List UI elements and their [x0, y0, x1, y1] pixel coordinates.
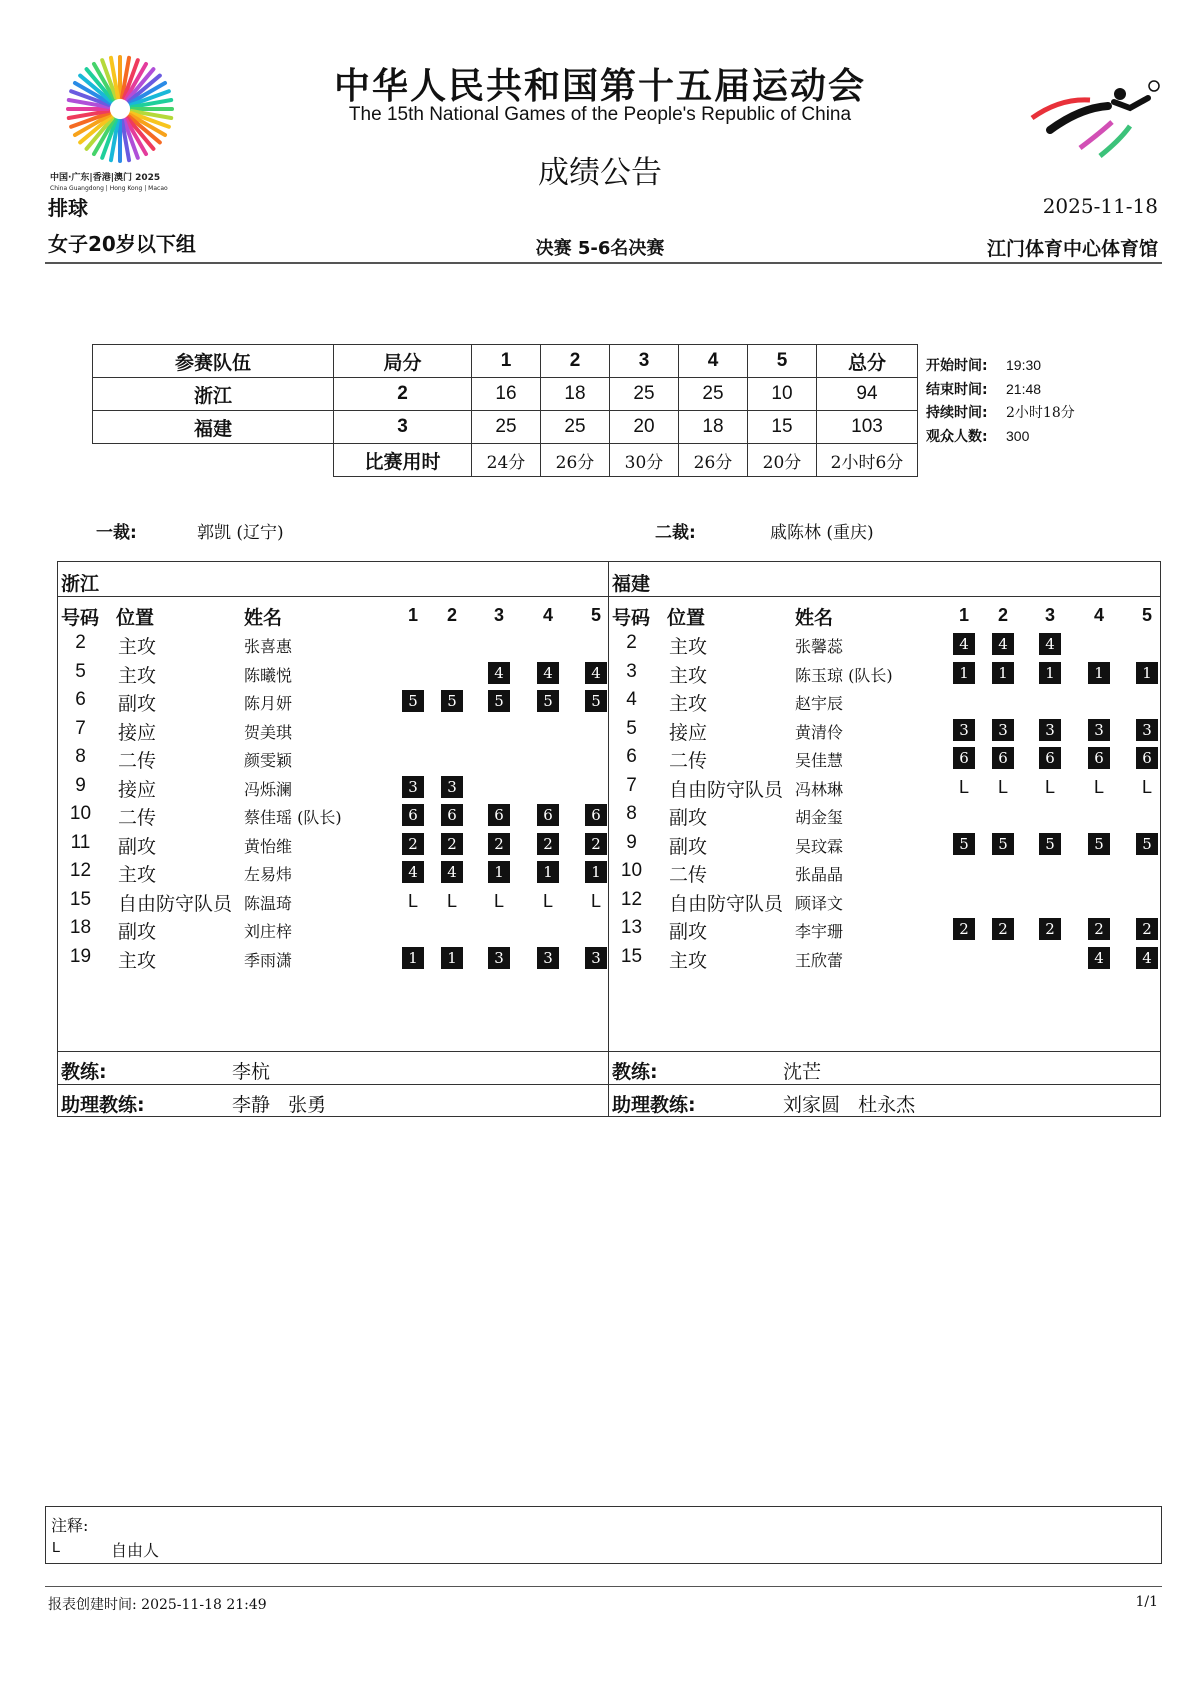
player-number: 9: [626, 831, 637, 853]
team-header: 参赛队伍: [93, 345, 334, 378]
libero-mark: L: [493, 890, 504, 911]
starting-position: 3: [1136, 719, 1158, 741]
starting-position: 4: [585, 662, 607, 684]
page-number: 1/1: [1135, 1594, 1158, 1610]
starting-position: 2: [1088, 918, 1110, 940]
player-position: 副攻: [669, 921, 708, 943]
divider: [609, 596, 1160, 597]
assistant-coach-row: [609, 1084, 1160, 1118]
player-name: 陈月妍: [244, 694, 293, 713]
player-number: 15: [69, 888, 92, 910]
player-row: [609, 629, 1160, 657]
starting-position: 3: [585, 947, 607, 969]
player-number: 8: [626, 803, 637, 824]
starting-position: 6: [953, 747, 975, 769]
player-position: 二传: [669, 864, 708, 886]
duration-label: 持续时间:: [926, 405, 988, 421]
player-position: 自由防守队员: [118, 892, 233, 915]
starting-position: 2: [441, 833, 463, 855]
player-name: 胡金玺: [795, 808, 844, 827]
set-column-header: 4: [542, 605, 553, 625]
assistant-coach-names: 李静 张勇: [232, 1094, 327, 1116]
player-position: 二传: [669, 750, 708, 772]
team-roster: [609, 561, 1161, 1117]
starting-position: 6: [1039, 747, 1061, 769]
player-row: [609, 914, 1160, 942]
player-name: 贺美琪: [244, 722, 293, 742]
player-name: 张馨蕊: [795, 637, 844, 656]
end-time: 21:48: [1006, 381, 1042, 397]
first-referee-label: 一裁:: [96, 523, 137, 543]
player-position: 二传: [118, 807, 157, 829]
player-name: 顾译文: [795, 893, 844, 913]
coach-name: 沈芒: [783, 1061, 822, 1083]
starting-position: 5: [488, 690, 510, 712]
player-name: 王欣蕾: [795, 950, 844, 970]
player-name: 陈玉琼 (队长): [795, 665, 893, 685]
libero-mark: L: [958, 776, 969, 797]
starting-position: 2: [537, 833, 559, 855]
player-position: 二传: [118, 750, 157, 772]
score-row: [93, 378, 918, 411]
set-header: 2: [541, 345, 610, 378]
player-position: 主攻: [669, 949, 708, 972]
set-duration: 26分: [679, 444, 748, 477]
set-header: 5: [748, 345, 817, 378]
starting-position: 3: [1039, 719, 1061, 741]
starting-position: 6: [1088, 747, 1110, 769]
number-header: 号码: [61, 607, 100, 629]
event-category: 女子20岁以下组: [48, 232, 196, 256]
starting-position: 1: [488, 861, 510, 883]
player-number: 12: [620, 888, 643, 910]
player-row: [609, 686, 1160, 714]
coach-name: 李杭: [232, 1061, 271, 1083]
player-position: 主攻: [669, 664, 708, 687]
player-row: [58, 629, 608, 657]
starting-position: 5: [537, 690, 559, 712]
player-row: [609, 829, 1160, 857]
starting-position: 6: [441, 804, 463, 826]
starting-position: 1: [1136, 662, 1158, 684]
player-row: [58, 943, 608, 971]
libero-mark: L: [1044, 776, 1055, 797]
player-position: 主攻: [118, 664, 157, 687]
coach-row: [609, 1051, 1160, 1085]
starting-position: 1: [992, 662, 1014, 684]
starting-position: 3: [992, 719, 1014, 741]
starting-position: 1: [1039, 662, 1061, 684]
total-score: 94: [817, 378, 918, 411]
notes-box: [45, 1506, 1162, 1564]
starting-position: 2: [585, 833, 607, 855]
starting-position: 4: [441, 861, 463, 883]
set-score: 20: [610, 411, 679, 444]
player-row: [609, 800, 1160, 828]
player-number: 19: [69, 945, 92, 967]
notes-title: 注释:: [51, 1516, 89, 1535]
libero-mark: L: [446, 890, 457, 911]
player-number: 5: [626, 717, 637, 739]
player-number: 11: [70, 831, 91, 853]
player-number: 9: [75, 774, 86, 796]
player-number: 6: [626, 746, 637, 767]
set-score: 25: [472, 411, 541, 444]
divider: [58, 596, 608, 597]
team-name: 浙江: [93, 378, 334, 411]
player-number: 10: [69, 803, 92, 824]
player-number: 10: [620, 860, 643, 881]
player-row: [609, 886, 1160, 914]
starting-position: 6: [537, 804, 559, 826]
number-header: 号码: [612, 607, 651, 629]
player-row: [58, 658, 608, 686]
player-position: 副攻: [118, 835, 157, 858]
player-number: 8: [75, 746, 86, 767]
starting-position: 3: [537, 947, 559, 969]
sport-name: 排球: [48, 196, 88, 220]
first-referee: 郭凯 (辽宁): [197, 523, 284, 543]
set-score: 18: [541, 378, 610, 411]
player-number: 4: [626, 689, 637, 710]
player-number: 12: [69, 860, 92, 881]
set-duration: 30分: [610, 444, 679, 477]
player-name: 陈曦悦: [244, 665, 293, 685]
coach-label: 教练:: [612, 1061, 658, 1083]
set-column-header: 1: [958, 605, 969, 625]
starting-position: 4: [488, 662, 510, 684]
starting-position: 3: [953, 719, 975, 741]
score-table: [92, 344, 918, 477]
second-referee-label: 二裁:: [655, 523, 696, 543]
duration: 2小时18分: [1006, 405, 1075, 421]
player-position: 自由防守队员: [669, 892, 784, 915]
set-header: 3: [610, 345, 679, 378]
player-row: [609, 772, 1160, 800]
total-duration: 2小时6分: [817, 444, 918, 477]
player-number: 2: [626, 632, 637, 653]
set-duration: 20分: [748, 444, 817, 477]
set-score: 15: [748, 411, 817, 444]
player-name: 季雨潇: [244, 950, 293, 970]
team-name: 福建: [93, 411, 334, 444]
player-position: 接应: [118, 778, 157, 801]
set-score: 25: [679, 378, 748, 411]
player-number: 5: [75, 660, 86, 682]
set-column-header: 1: [407, 605, 418, 625]
player-name: 冯烁澜: [244, 779, 293, 799]
set-duration: 24分: [472, 444, 541, 477]
starting-position: 5: [1088, 833, 1110, 855]
player-name: 吴玟霖: [795, 836, 844, 856]
score-row: [93, 411, 918, 444]
starting-position: 4: [1039, 633, 1061, 655]
starting-position: 4: [402, 861, 424, 883]
starting-position: 6: [1136, 747, 1158, 769]
logo-text-en: China Guangdong | Hong Kong | Macao: [50, 185, 168, 192]
starting-position: 2: [953, 918, 975, 940]
player-row: [58, 886, 608, 914]
starting-position: 4: [953, 633, 975, 655]
starting-position: 2: [1136, 918, 1158, 940]
name-header: 姓名: [795, 607, 834, 629]
starting-position: 4: [992, 633, 1014, 655]
starting-position: 5: [953, 833, 975, 855]
player-name: 冯林琳: [795, 779, 844, 799]
player-position: 副攻: [669, 807, 708, 829]
event-date: 2025-11-18: [1042, 194, 1158, 218]
duration-row: [93, 444, 918, 477]
starting-position: 4: [1088, 947, 1110, 969]
starting-position: 1: [441, 947, 463, 969]
player-position: 主攻: [118, 864, 157, 886]
libero-mark: L: [590, 890, 601, 911]
second-referee: 戚陈林 (重庆): [770, 523, 874, 543]
starting-position: 3: [402, 776, 424, 798]
sets-won-header: 局分: [334, 345, 472, 378]
set-column-header: 5: [590, 605, 601, 625]
player-number: 13: [620, 917, 643, 938]
player-number: 3: [626, 660, 637, 682]
roster-team-name: 浙江: [61, 573, 100, 595]
logo-text-cn: 中国·广东|香港|澳门 2025: [50, 173, 161, 183]
set-score: 16: [472, 378, 541, 411]
position-header: 位置: [116, 607, 155, 629]
set-column-header: 4: [1093, 605, 1104, 625]
team-roster: [57, 561, 609, 1117]
libero-mark: L: [1093, 776, 1104, 797]
games-title-en: The 15th National Games of the People's Republic of China: [348, 104, 852, 125]
starting-position: 4: [537, 662, 559, 684]
set-column-header: 2: [997, 605, 1008, 625]
player-name: 李宇珊: [795, 922, 844, 941]
assistant-coach-names: 刘家圆 杜永杰: [783, 1094, 916, 1116]
assistant-coach-row: [58, 1084, 608, 1118]
player-number: 6: [75, 689, 86, 710]
assistant-coach-label: 助理教练:: [61, 1094, 145, 1116]
event-phase: 决赛 5-6名决赛: [535, 238, 665, 259]
player-row: [609, 857, 1160, 885]
starting-position: 2: [488, 833, 510, 855]
spectators-label: 观众人数:: [926, 429, 988, 445]
starting-position: 1: [402, 947, 424, 969]
player-row: [58, 743, 608, 771]
libero-mark: L: [542, 890, 553, 911]
player-position: 副攻: [118, 921, 157, 943]
set-header: 1: [472, 345, 541, 378]
name-header: 姓名: [244, 607, 283, 629]
header-divider: [45, 262, 1162, 264]
coach-label: 教练:: [61, 1061, 107, 1083]
set-column-header: 3: [493, 605, 504, 625]
player-name: 赵宇辰: [795, 694, 844, 713]
player-row: [609, 715, 1160, 743]
starting-position: 3: [1088, 719, 1110, 741]
player-name: 左易炜: [244, 865, 293, 884]
set-column-header: 3: [1044, 605, 1055, 625]
starting-position: 5: [585, 690, 607, 712]
player-position: 接应: [669, 721, 708, 744]
player-position: 主攻: [669, 636, 708, 658]
document-title: 成绩公告: [538, 155, 662, 191]
starting-position: 1: [537, 861, 559, 883]
starting-position: 6: [402, 804, 424, 826]
player-name: 吴佳慧: [795, 751, 844, 770]
player-number: 2: [75, 632, 86, 653]
starting-position: 2: [402, 833, 424, 855]
venue-name: 江门体育中心体育馆: [986, 238, 1158, 260]
starting-position: 2: [1039, 918, 1061, 940]
set-column-header: 5: [1141, 605, 1152, 625]
games-title-cn: 中华人民共和国第十五届运动会: [333, 66, 866, 107]
player-name: 陈温琦: [244, 893, 293, 913]
notes-code: L: [52, 1539, 61, 1556]
player-row: [58, 829, 608, 857]
player-number: 15: [620, 945, 643, 967]
start-time-label: 开始时间:: [926, 358, 988, 374]
match-info: [926, 354, 1075, 449]
player-row: [609, 658, 1160, 686]
player-name: 刘庄梓: [244, 922, 293, 941]
score-header-row: [93, 345, 918, 378]
player-position: 接应: [118, 721, 157, 744]
starting-position: 3: [441, 776, 463, 798]
starting-position: 1: [1088, 662, 1110, 684]
position-header: 位置: [667, 607, 706, 629]
player-position: 主攻: [118, 636, 157, 658]
player-name: 张晶晶: [795, 865, 844, 884]
set-column-header: 2: [446, 605, 457, 625]
player-row: [58, 686, 608, 714]
spectators: 300: [1006, 428, 1030, 444]
libero-mark: L: [1141, 776, 1152, 797]
starting-position: 5: [441, 690, 463, 712]
set-score: 25: [541, 411, 610, 444]
player-name: 蔡佳瑶 (队长): [244, 808, 342, 827]
sets-won: 3: [334, 411, 472, 444]
player-position: 副攻: [669, 835, 708, 858]
libero-mark: L: [407, 890, 418, 911]
assistant-coach-label: 助理教练:: [612, 1094, 696, 1116]
libero-mark: L: [997, 776, 1008, 797]
end-time-label: 结束时间:: [926, 382, 988, 398]
starting-position: 1: [953, 662, 975, 684]
player-row: [609, 743, 1160, 771]
player-position: 副攻: [118, 693, 157, 715]
starting-position: 5: [992, 833, 1014, 855]
player-row: [58, 715, 608, 743]
set-header: 4: [679, 345, 748, 378]
player-name: 黄怡维: [244, 836, 293, 856]
footer-divider: [45, 1586, 1162, 1587]
player-row: [58, 914, 608, 942]
starting-position: 5: [402, 690, 424, 712]
player-row: [58, 800, 608, 828]
notes-text: 自由人: [111, 1541, 160, 1560]
sets-won: 2: [334, 378, 472, 411]
player-name: 黄清伶: [795, 722, 844, 742]
player-number: 7: [626, 774, 637, 796]
report-created-time: 报表创建时间: 2025-11-18 21:49: [48, 1597, 267, 1613]
set-score: 25: [610, 378, 679, 411]
starting-position: 5: [1039, 833, 1061, 855]
total-score: 103: [817, 411, 918, 444]
starting-position: 2: [992, 918, 1014, 940]
player-position: 主攻: [118, 949, 157, 972]
player-position: 自由防守队员: [669, 778, 784, 801]
player-number: 7: [75, 717, 86, 739]
player-name: 张喜惠: [244, 637, 293, 656]
player-row: [58, 857, 608, 885]
coach-row: [58, 1051, 608, 1085]
starting-position: 5: [1136, 833, 1158, 855]
player-number: 18: [69, 917, 92, 938]
player-row: [609, 943, 1160, 971]
starting-position: 1: [585, 861, 607, 883]
starting-position: 6: [488, 804, 510, 826]
start-time: 19:30: [1006, 357, 1042, 373]
starting-position: 6: [585, 804, 607, 826]
duration-label: 比赛用时: [334, 444, 472, 477]
player-name: 颜雯颖: [244, 751, 293, 770]
set-score: 18: [679, 411, 748, 444]
player-position: 主攻: [669, 693, 708, 715]
roster-team-name: 福建: [612, 573, 651, 595]
total-header: 总分: [817, 345, 918, 378]
starting-position: 6: [992, 747, 1014, 769]
player-row: [58, 772, 608, 800]
set-duration: 26分: [541, 444, 610, 477]
starting-position: 3: [488, 947, 510, 969]
starting-position: 4: [1136, 947, 1158, 969]
set-score: 10: [748, 378, 817, 411]
